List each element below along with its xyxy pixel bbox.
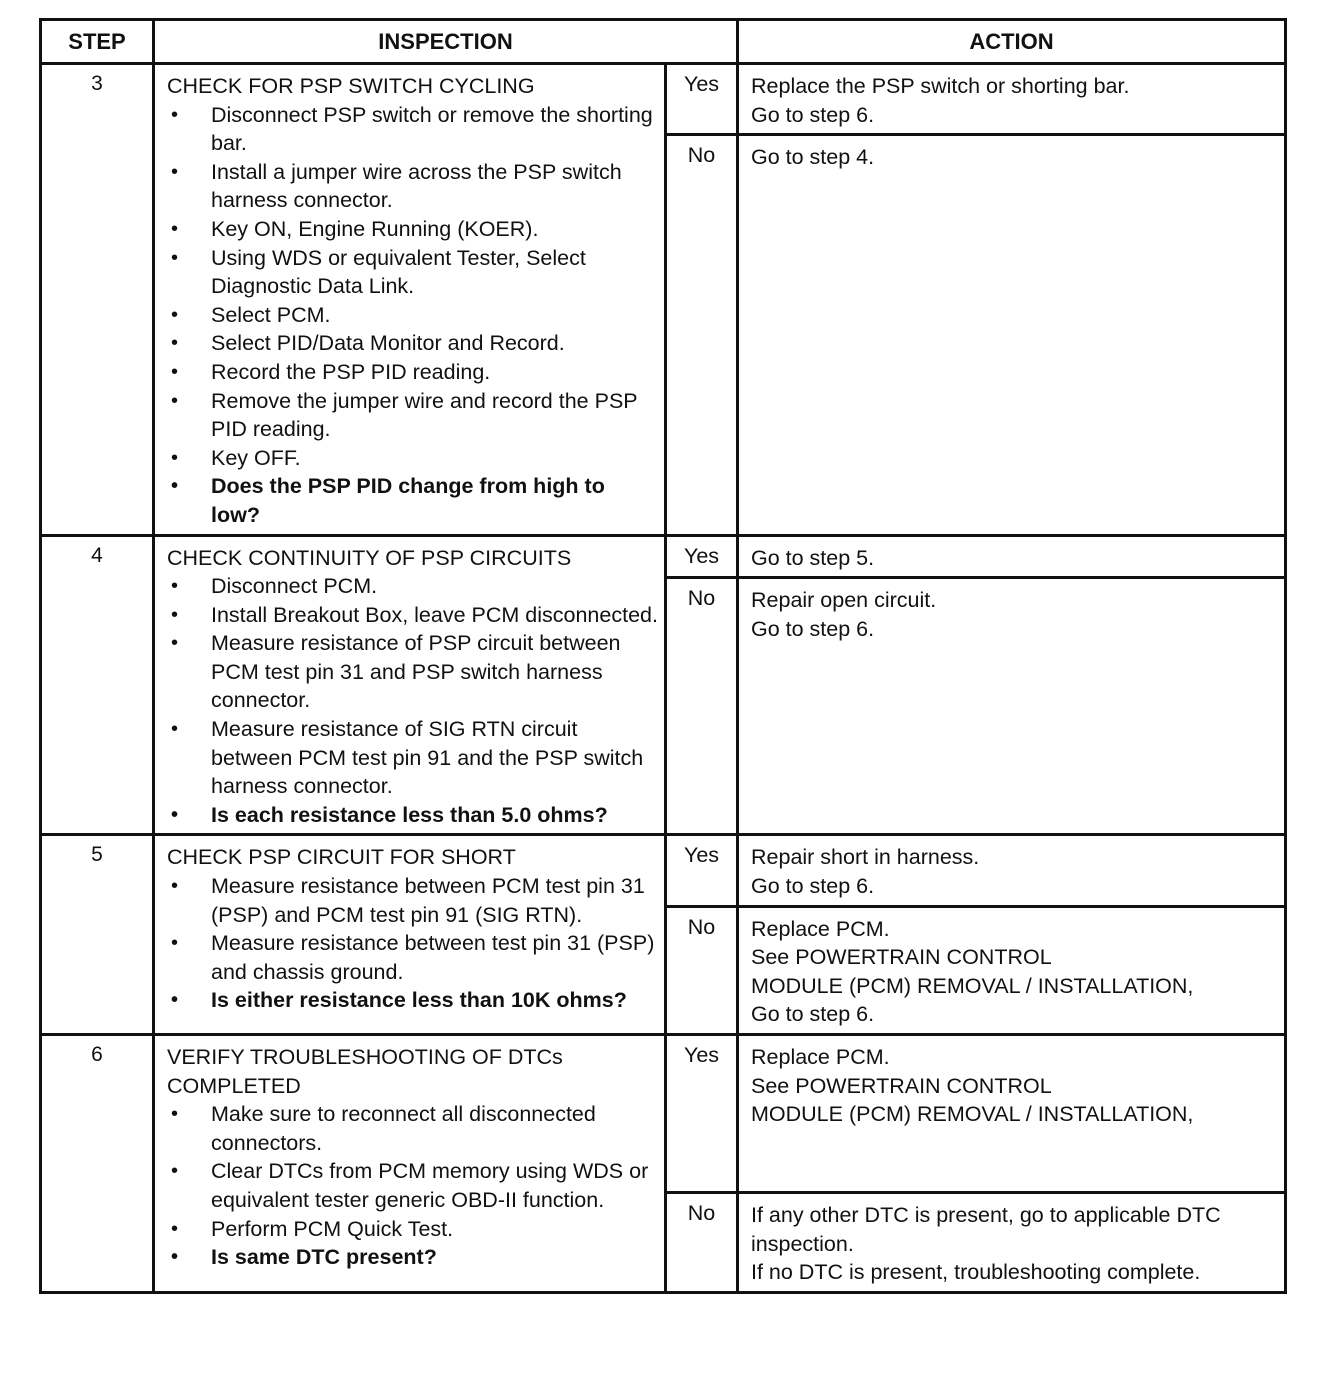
step-number: 3 — [41, 64, 154, 536]
yes-action — [738, 1035, 1286, 1193]
step-number: 6 — [41, 1035, 154, 1293]
bullet-item: • Record the PSP PID reading. — [167, 358, 658, 387]
bullet-item: • Measure resistance of SIG RTN circuit between PCM test pin 91 and the PSP switch harness connector. — [167, 715, 658, 801]
bullet-item: • Clear DTCs from PCM memory using WDS or equivalent tester generic OBD-II function. — [167, 1157, 658, 1214]
no-action — [738, 135, 1286, 535]
header-step: STEP — [41, 20, 154, 64]
inspection-title: CHECK FOR PSP SWITCH CYCLING — [167, 74, 535, 98]
no-action — [738, 578, 1286, 835]
inspection-question: • Is same DTC present? — [167, 1243, 658, 1272]
bullet-item: • Measure resistance between PCM test pin 31 (PSP) and PCM test pin 91 (SIG RTN). — [167, 872, 658, 929]
yes-label: Yes — [666, 535, 738, 578]
step-6-yes-row — [41, 1035, 1286, 1193]
bullet-item: • Install a jumper wire across the PSP switch harness connector. — [167, 158, 658, 215]
inspection-cell — [154, 835, 666, 1035]
step-number: 4 — [41, 535, 154, 835]
step-4-yes-row — [41, 535, 1286, 578]
step-number: 5 — [41, 835, 154, 1035]
diagnostic-table — [39, 18, 1287, 1294]
action-line: If no DTC is present, troubleshooting complete. — [751, 1260, 1201, 1285]
bullet-item: • Select PID/Data Monitor and Record. — [167, 329, 658, 358]
no-label: No — [666, 1193, 738, 1293]
action-line: Go to step 4. — [751, 145, 875, 170]
action-line: MODULE (PCM) REMOVAL / INSTALLATION, — [751, 973, 1194, 998]
inspection-question: • Is each resistance less than 5.0 ohms? — [167, 801, 658, 830]
bullet-item: • Install Breakout Box, leave PCM disconnected. — [167, 601, 658, 630]
header-action: ACTION — [738, 20, 1286, 64]
step-3-yes-row — [41, 64, 1286, 135]
action-line: Go to step 5. — [751, 545, 875, 570]
inspection-title: CHECK PSP CIRCUIT FOR SHORT — [167, 845, 516, 870]
action-line: Go to step 6. — [751, 616, 875, 641]
inspection-cell — [154, 64, 666, 536]
inspection-cell — [154, 535, 666, 835]
action-line: Repair short in harness. — [751, 845, 980, 870]
inspection-question: • Is either resistance less than 10K ohms? — [167, 986, 658, 1015]
yes-label: Yes — [666, 835, 738, 906]
yes-action — [738, 535, 1286, 578]
no-action — [738, 1193, 1286, 1293]
bullet-item: • Key OFF. — [167, 444, 658, 473]
action-line: See POWERTRAIN CONTROL — [751, 1073, 1052, 1098]
bullet-item: • Measure resistance between test pin 31 (PSP) and chassis ground. — [167, 929, 658, 986]
yes-label: Yes — [666, 1035, 738, 1193]
bullet-item: • Make sure to reconnect all disconnected connectors. — [167, 1100, 658, 1157]
inspection-cell — [154, 1035, 666, 1293]
inspection-bullets — [167, 872, 658, 1015]
bullet-item: • Disconnect PCM. — [167, 572, 658, 601]
step-5-yes-row — [41, 835, 1286, 906]
inspection-title: VERIFY TROUBLESHOOTING OF DTCs COMPLETED — [167, 1045, 563, 1098]
bullet-item: • Measure resistance of PSP circuit between PCM test pin 31 and PSP switch harness connector. — [167, 629, 658, 715]
action-line: Replace PCM. — [751, 916, 890, 941]
inspection-bullets — [167, 101, 658, 530]
inspection-bullets — [167, 572, 658, 829]
header-row — [41, 20, 1286, 64]
yes-label: Yes — [666, 64, 738, 135]
action-line: See POWERTRAIN CONTROL — [751, 945, 1052, 970]
bullet-item: • Perform PCM Quick Test. — [167, 1215, 658, 1244]
action-line: MODULE (PCM) REMOVAL / INSTALLATION, — [751, 1102, 1194, 1127]
action-line: Repair open circuit. — [751, 588, 937, 613]
no-label: No — [666, 906, 738, 1034]
bullet-item: • Using WDS or equivalent Tester, Select Diagnostic Data Link. — [167, 244, 658, 301]
no-action — [738, 906, 1286, 1034]
header-inspection: INSPECTION — [154, 20, 738, 64]
bullet-item: • Remove the jumper wire and record the PSP PID reading. — [167, 387, 658, 444]
action-line: Replace the PSP switch or shorting bar. — [751, 74, 1130, 98]
no-label: No — [666, 135, 738, 535]
action-line: If any other DTC is present, go to applicable DTC inspection. — [751, 1203, 1221, 1256]
action-line: Replace PCM. — [751, 1045, 890, 1069]
bullet-item: • Select PCM. — [167, 301, 658, 330]
bullet-item: • Key ON, Engine Running (KOER). — [167, 215, 658, 244]
inspection-bullets — [167, 1100, 658, 1272]
yes-action — [738, 64, 1286, 135]
inspection-title: CHECK CONTINUITY OF PSP CIRCUITS — [167, 545, 572, 570]
action-line: Go to step 6. — [751, 874, 875, 899]
yes-action — [738, 835, 1286, 906]
bullet-item: • Disconnect PSP switch or remove the shorting bar. — [167, 101, 658, 158]
action-line: Go to step 6. — [751, 102, 875, 127]
no-label: No — [666, 578, 738, 835]
inspection-question: • Does the PSP PID change from high to low? — [167, 472, 658, 529]
action-line: Go to step 6. — [751, 1002, 875, 1027]
